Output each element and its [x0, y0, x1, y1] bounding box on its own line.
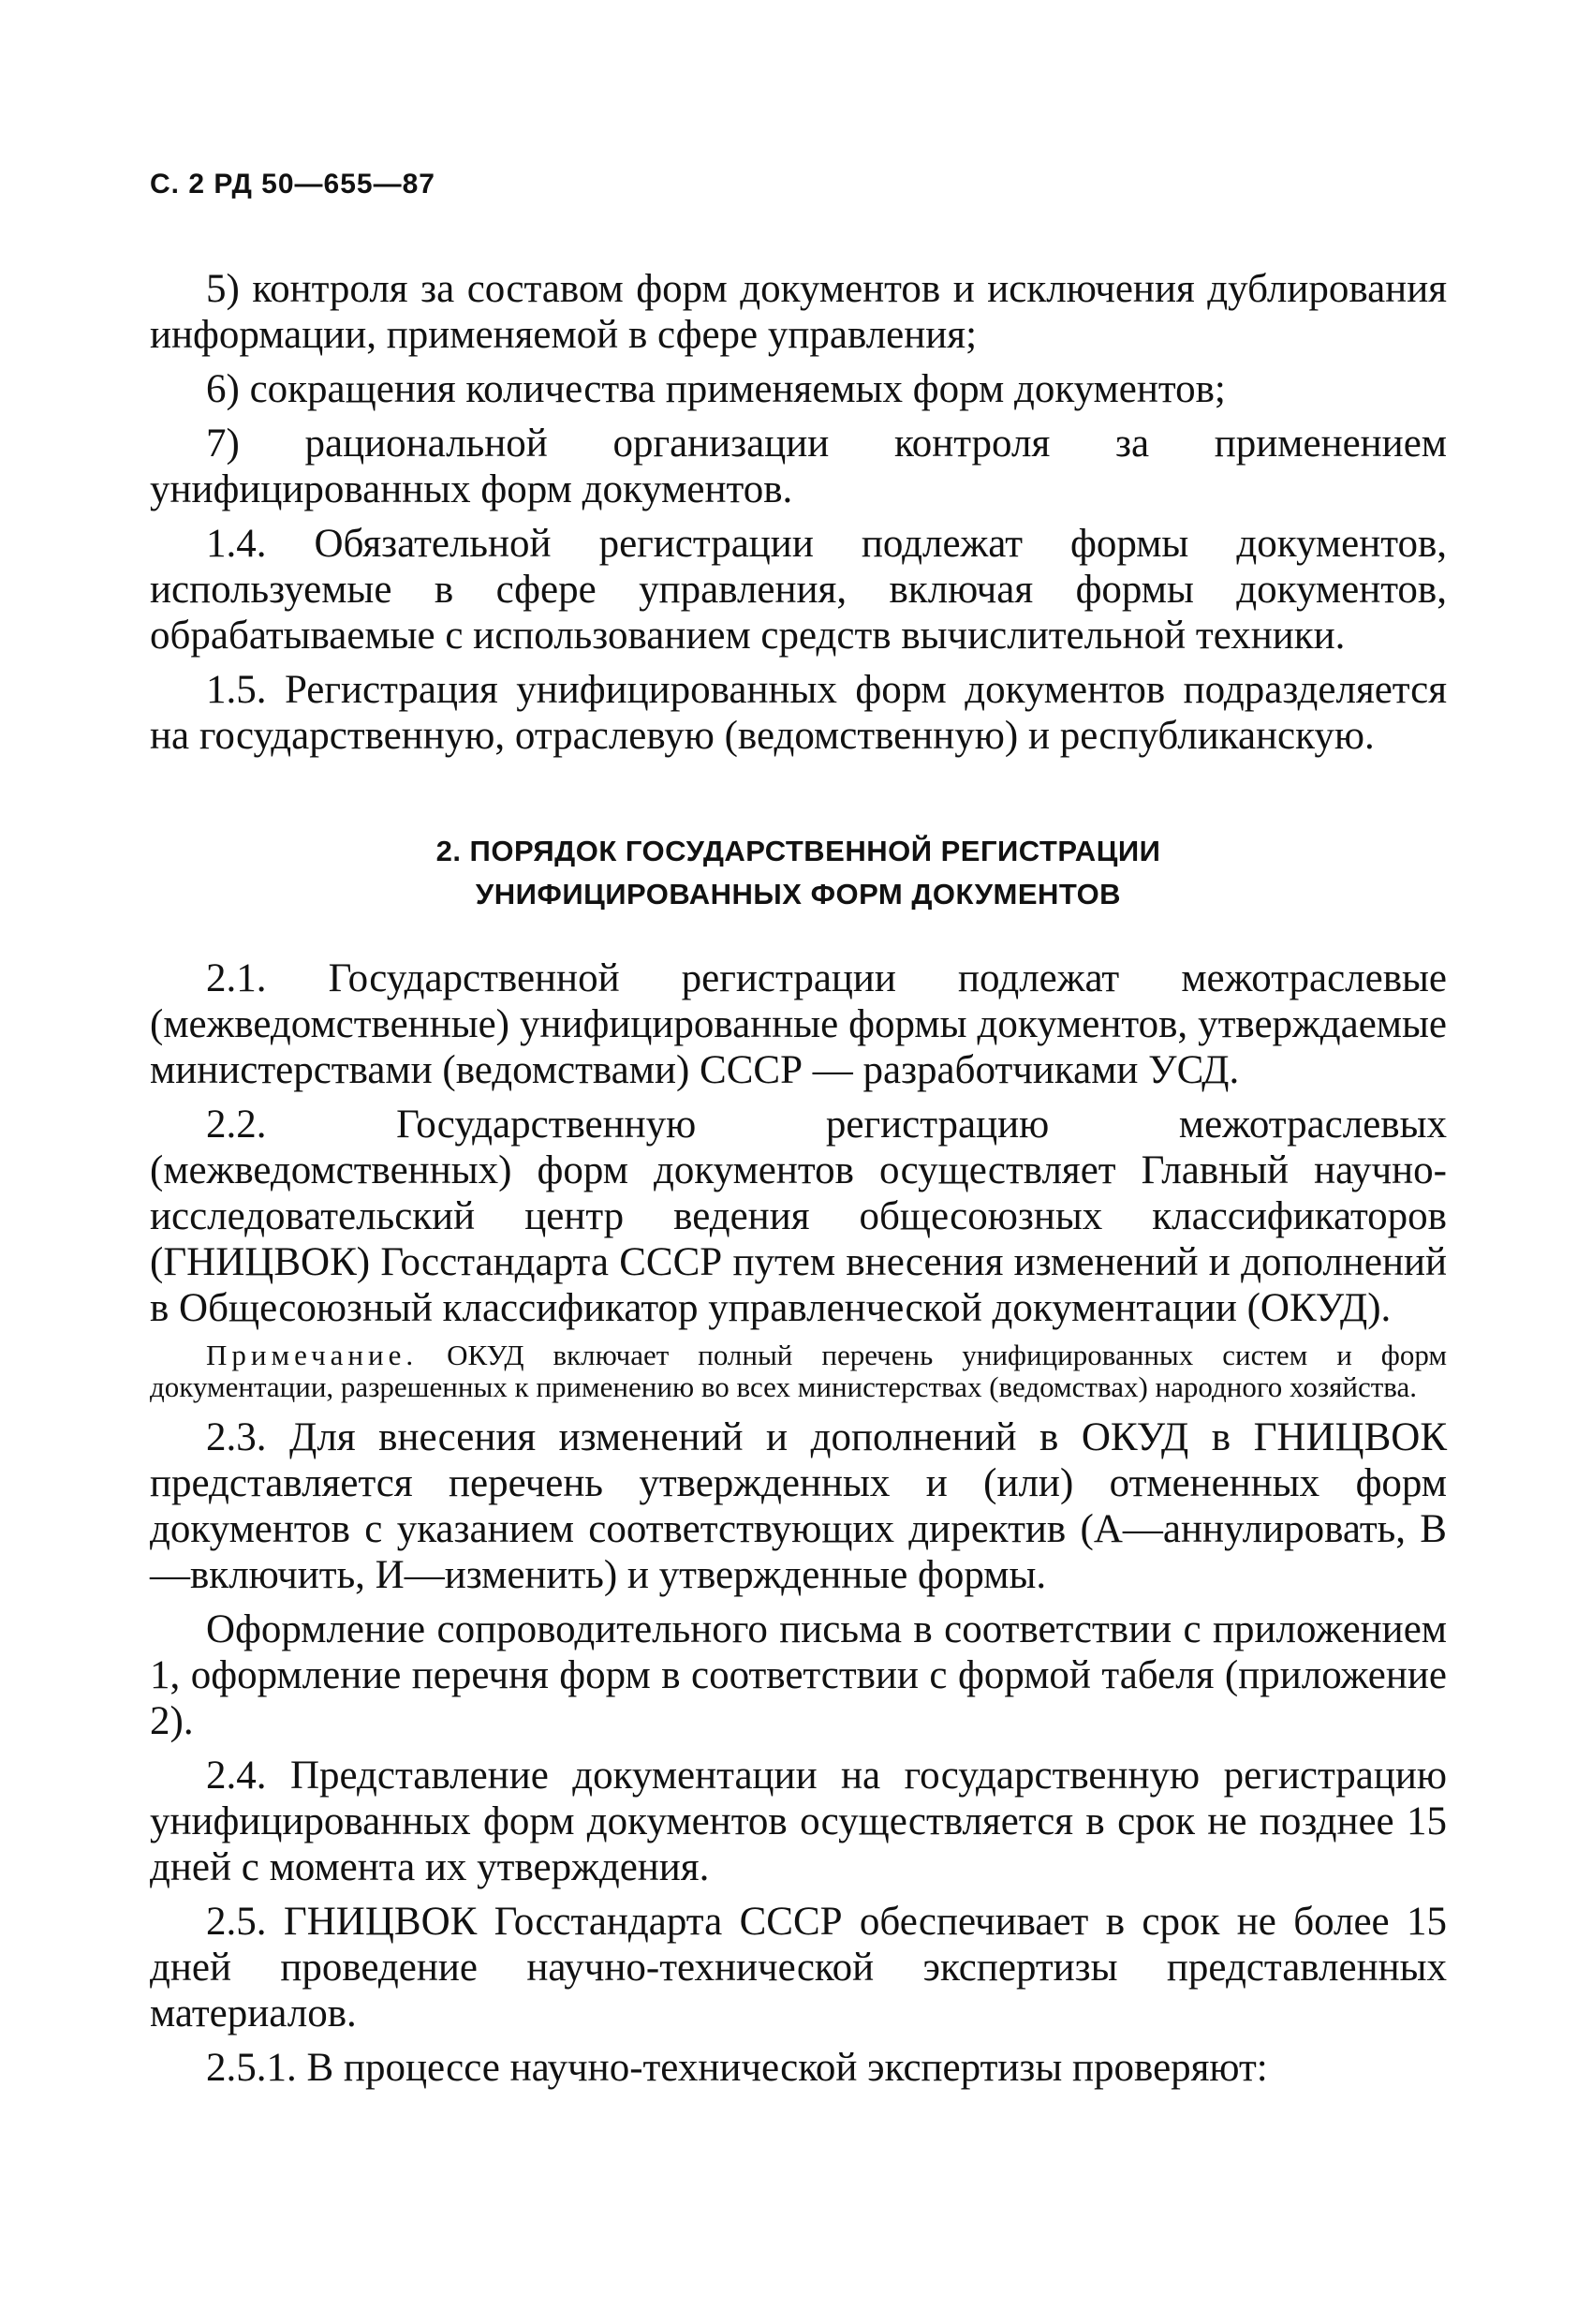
paragraph-item-6: 6) сокращения количества применяемых форм документов; [206, 367, 1226, 411]
paragraph-2-4: 2.4. Представление документации на государственную регистрацию унифицированных форм документов осуществляется в срок не позднее 15 дней с момента их утверждения. [150, 1754, 1447, 1889]
paragraph-1-4: 1.4. Обязательной регистрации подлежат формы документов, используемые в сфере управления, включая формы документов, обрабатываемые с использованием средств вычислительной техники. [150, 522, 1447, 658]
paragraph-item-7: 7) рациональной организации контроля за применением унифицированных форм документов. [150, 422, 1447, 511]
paragraph-1-5: 1.5. Регистрация унифицированных форм документов подразделяется на государственную, отраслевую (ведомственную) и республиканскую. [150, 668, 1447, 758]
note [150, 1340, 1447, 1403]
document-page [150, 169, 1447, 2099]
section-2-heading-line-1: 2. ПОРЯДОК ГОСУДАРСТВЕННОЙ РЕГИСТРАЦИИ [435, 835, 1161, 867]
paragraph-2-3: 2.3. Для внесения изменений и дополнений в ОКУД в ГНИЦВОК представляется перечень утвержденных и (или) отмененных форм документов с указанием соответствующих директив (А—аннулировать, В—включить, И—изменить) и утвержденные формы. [150, 1415, 1447, 1597]
paragraph-item-5: 5) контроля за составом форм документов и исключения дублирования информации, применяемой в сфере управления; [150, 267, 1447, 357]
paragraph-2-3-appendix: Оформление сопроводительного письма в соответствии с приложением 1, оформление перечня форм в соответствии с формой табеля (приложение 2). [150, 1607, 1447, 1743]
section-2-heading-line-2: УНИФИЦИРОВАННЫХ ФОРМ ДОКУМЕНТОВ [475, 878, 1122, 910]
page-header: С. 2 РД 50—655—87 [150, 169, 435, 200]
paragraph-2-1: 2.1. Государственной регистрации подлежат межотраслевые (межведомственные) унифицированные формы документов, утверждаемые министерствами (ведомствами) СССР — разработчиками УСД. [150, 956, 1447, 1092]
note-label: Примечание. [206, 1339, 419, 1371]
paragraph-2-5: 2.5. ГНИЦВОК Госстандарта СССР обеспечивает в срок не более 15 дней проведение научно-технической экспертизы представленных материалов. [150, 1900, 1447, 2035]
section-2-heading [150, 830, 1447, 916]
paragraph-2-2: 2.2. Государственную регистрацию межотраслевых (межведомственных) форм документов осуществляет Главный научно-исследовательский центр ведения общесоюзных классификаторов (ГНИЦВОК) Госстандарта СССР путем внесения изменений и дополнений в Общесоюзный классификатор управленческой документации (ОКУД). [150, 1103, 1447, 1330]
note-text: ОКУД включает полный перечень унифицированных систем и форм документации, разрешенных к применению во всех министерствах (ведомствах) народного хозяйства. [150, 1339, 1448, 1403]
paragraph-2-5-1: 2.5.1. В процессе научно-технической экспертизы проверяют: [206, 2046, 1268, 2090]
